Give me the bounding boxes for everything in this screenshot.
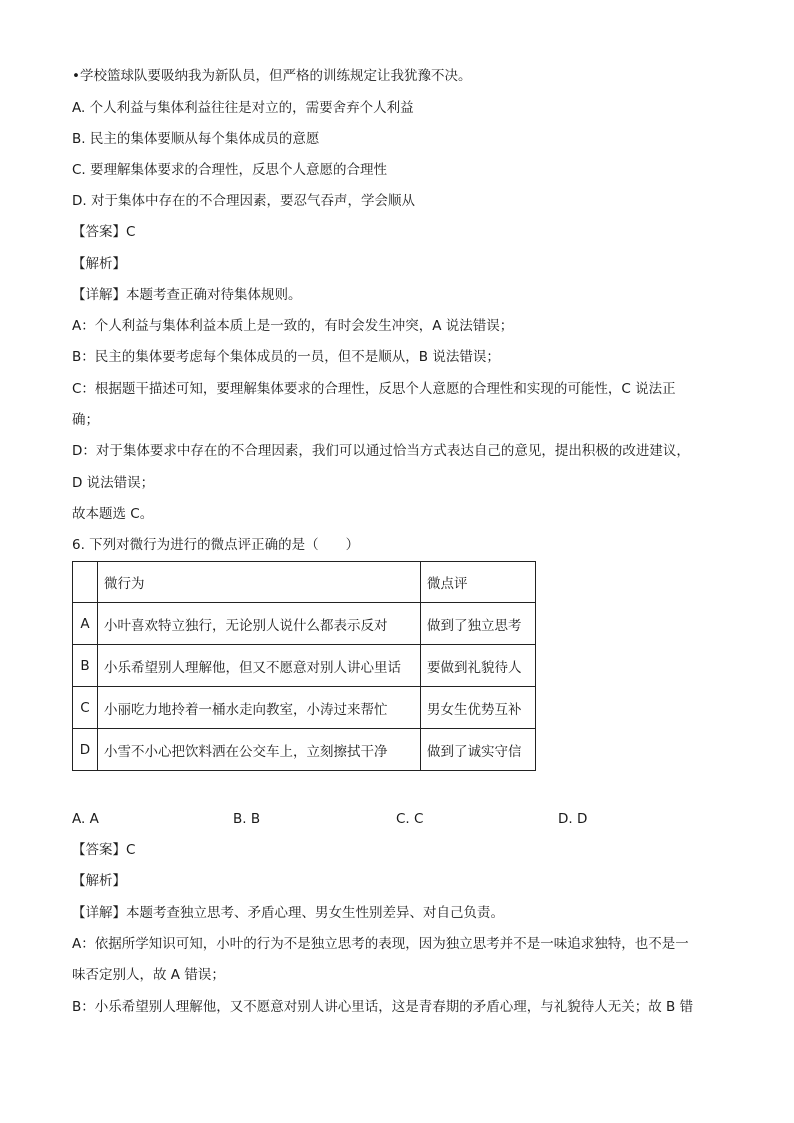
q5-detail-line: 确； <box>72 412 99 428</box>
table-header-cell <box>73 562 98 603</box>
table-cell-label: B <box>73 645 98 687</box>
q6-option-a: A. A <box>72 811 99 827</box>
table-cell-behavior: 小叶喜欢特立独行，无论别人说什么都表示反对 <box>98 603 421 645</box>
q6-option-c: C. C <box>396 811 424 827</box>
table-header-cell: 微点评 <box>421 562 536 603</box>
q5-detail-line: C：根据题干描述可知，要理解集体要求的合理性，反思个人意愿的合理性和实现的可能性，C 说法正 <box>72 381 676 397</box>
q5-detail-line: A：个人利益与集体利益本质上是一致的，有时会发生冲突，A 说法错误； <box>72 318 514 334</box>
q6-detail-line: B：小乐希望别人理解他，又不愿意对别人讲心里话，这是青春期的矛盾心理，与礼貌待人无关；故 B 错 <box>72 999 694 1015</box>
table-header-cell: 微行为 <box>98 562 421 603</box>
q6-answer: 【答案】C <box>72 842 136 858</box>
table-cell-label: C <box>73 687 98 729</box>
table-header-row <box>73 562 536 603</box>
q5-detail-line: 故本题选 C。 <box>72 506 154 522</box>
q5-detail-line: D 说法错误； <box>72 475 155 491</box>
q6-detail-line: 味否定别人，故 A 错误； <box>72 967 225 983</box>
q6-table <box>72 561 536 771</box>
table-cell-behavior: 小雪不小心把饮料洒在公交车上，立刻擦拭干净 <box>98 729 421 771</box>
table-cell-comment: 要做到礼貌待人 <box>421 645 536 687</box>
table-cell-comment: 做到了诚实守信 <box>421 729 536 771</box>
q5-option-d: D. 对于集体中存在的不合理因素，要忍气吞声，学会顺从 <box>72 193 415 209</box>
table-cell-comment: 做到了独立思考 <box>421 603 536 645</box>
q6-stem: 6. 下列对微行为进行的微点评正确的是（ ） <box>72 537 360 553</box>
q5-option-a: A. 个人利益与集体利益往往是对立的，需要舍弃个人利益 <box>72 100 414 116</box>
table-row <box>73 645 536 687</box>
q5-option-c: C. 要理解集体要求的合理性，反思个人意愿的合理性 <box>72 162 388 178</box>
q5-option-b: B. 民主的集体要顺从每个集体成员的意愿 <box>72 131 320 147</box>
q6-option-d: D. D <box>558 811 588 827</box>
table-cell-comment: 男女生优势互补 <box>421 687 536 729</box>
q5-detail-line: B：民主的集体要考虑每个集体成员的一员，但不是顺从，B 说法错误； <box>72 349 500 365</box>
q5-answer: 【答案】C <box>72 224 136 240</box>
table-cell-label: D <box>73 729 98 771</box>
q5-analysis-label: 【解析】 <box>72 256 126 272</box>
q5-detail-line: 【详解】本题考查正确对待集体规则。 <box>72 287 302 303</box>
table-row <box>73 729 536 771</box>
q6-analysis-label: 【解析】 <box>72 873 126 889</box>
q6-option-b: B. B <box>233 811 261 827</box>
table-cell-behavior: 小丽吃力地拎着一桶水走向教室，小涛过来帮忙 <box>98 687 421 729</box>
q6-detail-line: 【详解】本题考查独立思考、矛盾心理、男女生性别差异、对自己负责。 <box>72 905 504 921</box>
table-cell-label: A <box>73 603 98 645</box>
q5-detail-line: D：对于集体要求中存在的不合理因素，我们可以通过恰当方式表达自己的意见，提出积极的改进建议， <box>72 443 690 459</box>
table-cell-behavior: 小乐希望别人理解他，但又不愿意对别人讲心里话 <box>98 645 421 687</box>
q6-detail-line: A：依据所学知识可知，小叶的行为不是独立思考的表现，因为独立思考并不是一味追求独特，也不是一 <box>72 936 689 952</box>
q5-stem: •学校篮球队要吸纳我为新队员，但严格的训练规定让我犹豫不决。 <box>72 68 472 84</box>
table-row <box>73 603 536 645</box>
table-row <box>73 687 536 729</box>
